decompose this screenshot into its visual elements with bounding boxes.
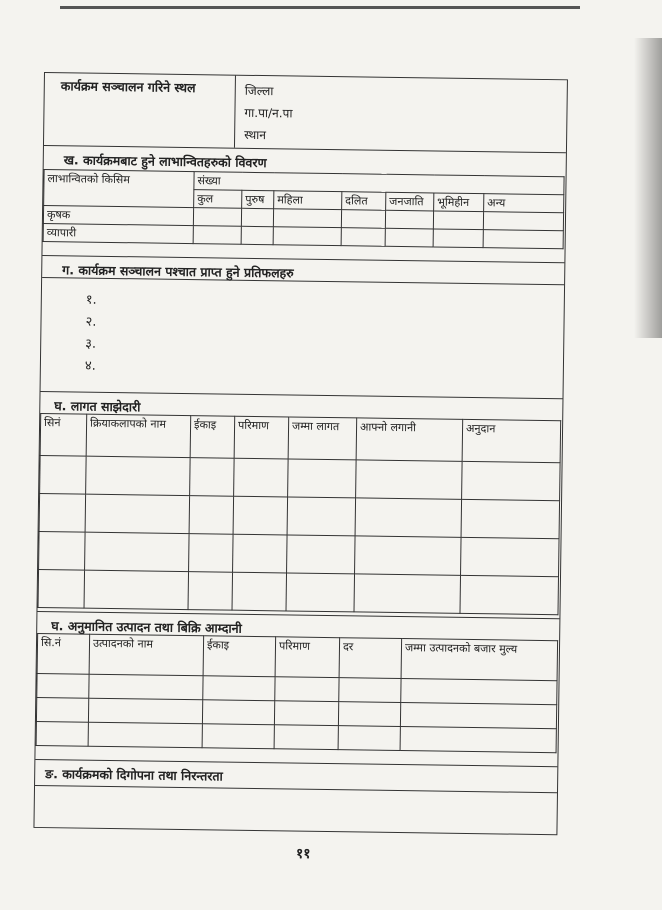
- col-header: दर: [339, 638, 402, 679]
- cell[interactable]: [188, 572, 233, 611]
- cell[interactable]: [339, 678, 401, 703]
- cell[interactable]: [85, 494, 190, 533]
- cell[interactable]: [401, 679, 557, 705]
- cell[interactable]: [275, 677, 339, 702]
- cell[interactable]: [84, 570, 189, 609]
- outcome-item: ४.: [84, 358, 96, 374]
- col-header: परिमाण: [234, 416, 289, 459]
- cell[interactable]: [189, 534, 234, 573]
- cell[interactable]: [189, 496, 234, 535]
- number-header: संख्या: [194, 172, 564, 195]
- section-e-heading: घ. अनुमानित उत्पादन तथा बिक्रि आम्दानी: [51, 618, 242, 636]
- row-label: व्यापारी: [43, 224, 193, 244]
- cell[interactable]: [287, 497, 356, 536]
- cell[interactable]: [356, 460, 463, 499]
- cell[interactable]: [202, 700, 274, 725]
- outcome-item: १.: [85, 292, 97, 308]
- section-f-heading: ङ. कार्यक्रमको दिगोपना तथा निरन्तरता: [45, 766, 223, 784]
- cell[interactable]: [85, 532, 190, 571]
- form-frame: [33, 72, 568, 835]
- cell[interactable]: [232, 572, 287, 611]
- section-d-heading: घ. लागत साझेदारी: [54, 398, 141, 415]
- cell[interactable]: [433, 229, 483, 248]
- col-header: जम्मा लागत: [288, 417, 357, 460]
- cell[interactable]: [203, 676, 275, 701]
- cell[interactable]: [355, 498, 462, 537]
- cell[interactable]: [462, 461, 561, 500]
- col-header: कुल: [194, 190, 242, 209]
- col-header: ईकाइ: [203, 636, 276, 677]
- section-f-subrule: [35, 785, 557, 793]
- cell[interactable]: [190, 458, 235, 497]
- col-header: जनजाति: [386, 192, 434, 211]
- cell[interactable]: [460, 575, 559, 614]
- cell[interactable]: [354, 574, 461, 613]
- cell[interactable]: [89, 674, 203, 700]
- row-label: कृषक: [43, 206, 193, 226]
- scan-shadow: [634, 38, 662, 338]
- col-header: पुरुष: [242, 190, 274, 208]
- cell[interactable]: [341, 210, 385, 229]
- cell[interactable]: [385, 210, 433, 229]
- cell[interactable]: [193, 208, 241, 227]
- cell[interactable]: [274, 725, 338, 750]
- cell[interactable]: [36, 697, 88, 722]
- col-header: भूमिहीन: [434, 193, 484, 212]
- production-table: [36, 633, 559, 753]
- section-c-heading: ग. कार्यक्रम सञ्चालन पश्चात प्राप्त हुने प्रतिफलहरु: [62, 262, 294, 281]
- section-c-subrule: [42, 277, 564, 285]
- cell[interactable]: [338, 702, 400, 727]
- cell[interactable]: [39, 493, 86, 532]
- cell[interactable]: [355, 536, 462, 575]
- beneficiary-table: [43, 169, 565, 249]
- outcome-item: २.: [85, 314, 97, 330]
- col-header: ईकाइ: [190, 416, 235, 459]
- type-header: लाभान्वितको किसिम: [44, 170, 194, 208]
- cell[interactable]: [341, 228, 385, 247]
- cell[interactable]: [193, 226, 241, 245]
- cell[interactable]: [273, 209, 341, 228]
- cell[interactable]: [233, 534, 288, 573]
- cost-sharing-table: [38, 413, 562, 615]
- cell[interactable]: [385, 228, 433, 247]
- col-header: आफ्नो लगानी: [356, 418, 463, 461]
- cell[interactable]: [400, 703, 556, 729]
- cell[interactable]: [461, 537, 560, 576]
- cell[interactable]: [234, 458, 289, 497]
- cell[interactable]: [88, 698, 202, 724]
- municipality-label: गा.पा/न.पा: [244, 105, 293, 121]
- cell[interactable]: [433, 211, 483, 230]
- cell[interactable]: [273, 227, 341, 246]
- scan-top-edge: [60, 6, 580, 9]
- section-b-heading: ख. कार्यक्रमबाट हुने लाभान्वितहरुको विवरण: [63, 152, 267, 171]
- cell[interactable]: [36, 721, 88, 746]
- cell[interactable]: [88, 722, 202, 748]
- col-header: सि.नं: [37, 633, 90, 674]
- district-label: जिल्ला: [244, 83, 274, 99]
- cell[interactable]: [38, 569, 85, 608]
- cell[interactable]: [241, 208, 273, 226]
- col-header: अनुदान: [462, 419, 561, 462]
- cell[interactable]: [400, 727, 556, 753]
- col-header: महिला: [274, 191, 342, 210]
- cell[interactable]: [86, 456, 191, 495]
- cell[interactable]: [274, 701, 338, 726]
- cell[interactable]: [461, 499, 560, 538]
- page-number: ११: [296, 846, 311, 862]
- cell[interactable]: [483, 212, 563, 231]
- outcome-item: ३.: [85, 336, 97, 352]
- cell[interactable]: [483, 230, 563, 249]
- cell[interactable]: [338, 726, 400, 751]
- cell[interactable]: [287, 535, 356, 574]
- col-header: क्रियाकलापको नाम: [86, 414, 191, 457]
- cell[interactable]: [40, 455, 87, 494]
- cell[interactable]: [39, 531, 86, 570]
- col-header: दलित: [342, 192, 386, 211]
- col-header: जम्मा उत्पादनको बजार मुल्य: [401, 639, 558, 681]
- cell[interactable]: [286, 573, 355, 612]
- col-header: उत्पादनको नाम: [89, 634, 204, 676]
- col-header: परिमाण: [275, 637, 340, 678]
- col-header: अन्य: [484, 194, 564, 213]
- cell[interactable]: [288, 459, 357, 498]
- cell[interactable]: [241, 226, 273, 244]
- cell[interactable]: [202, 724, 274, 749]
- location-label: स्थान: [244, 127, 267, 143]
- col-header: सिनं: [40, 413, 87, 456]
- place-label: कार्यक्रम सञ्चालन गरिने स्थल: [60, 78, 196, 96]
- cell[interactable]: [233, 496, 288, 535]
- place-divider: [234, 76, 236, 148]
- cell[interactable]: [37, 673, 89, 698]
